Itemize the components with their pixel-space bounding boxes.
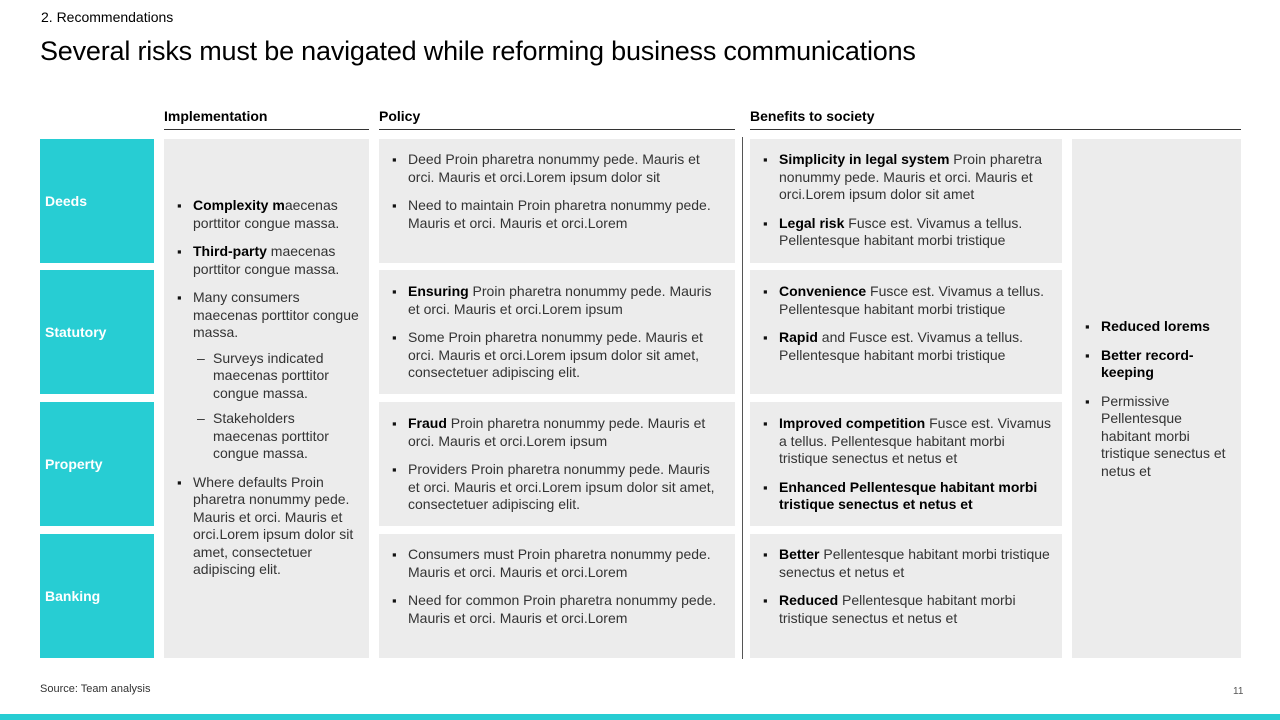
list-item: ▪ Better Pellentesque habitant morbi tristique senectus et netus et <box>763 546 1054 581</box>
column-header-benefits: Benefits to society <box>750 108 1241 130</box>
implementation-cell <box>164 139 369 658</box>
list-item: ▪ Simplicity in legal system Proin pharetra nonummy pede. Mauris et orci. Mauris et orci.Lorem ipsum dolor sit amet <box>763 151 1054 204</box>
list-item: ▪ Consumers must Proin pharetra nonummy pede. Mauris et orci. Mauris et orci.Lorem <box>392 546 725 581</box>
list-item: ▪ Some Proin pharetra nonummy pede. Mauris et orci. Mauris et orci.Lorem ipsum dolor sit amet, consectetuer adipiscing elit. <box>392 329 725 382</box>
row-label-deeds: Deeds <box>40 139 154 263</box>
benefits-summary-cell <box>1072 139 1241 658</box>
benefits-cell-deeds <box>750 139 1062 263</box>
sub-list <box>193 350 359 463</box>
column-header-implementation: Implementation <box>164 108 369 130</box>
list-item: ▪ Need for common Proin pharetra nonummy pede. Mauris et orci. Mauris et orci.Lorem <box>392 592 725 627</box>
list-item: ▪ Reduced Pellentesque habitant morbi tristique senectus et netus et <box>763 592 1054 627</box>
list-item: ▪ Providers Proin pharetra nonummy pede. Mauris et orci. Mauris et orci.Lorem ipsum dolor sit amet, consectetuer adipiscing elit. <box>392 461 725 514</box>
list-item: ▪ Enhanced Pellentesque habitant morbi tristique senectus et netus et <box>763 479 1054 514</box>
list-item: ▪ Ensuring Proin pharetra nonummy pede. Mauris et orci. Mauris et orci.Lorem ipsum <box>392 283 725 318</box>
list-item: ▪ Better record-keeping <box>1085 347 1235 382</box>
column-divider <box>742 137 743 659</box>
list-item: ▪ Reduced lorems <box>1085 318 1235 336</box>
implementation-list <box>177 197 359 579</box>
policy-cell-deeds <box>379 139 735 263</box>
benefits-cell-banking <box>750 534 1062 658</box>
sub-list-item: – Stakeholders maecenas porttitor congue massa. <box>193 410 359 463</box>
list-item: ▪ Improved competition Fusce est. Vivamus a tellus. Pellentesque habitant morbi tristique senectus et netus et <box>763 415 1054 468</box>
list-item: ▪ Deed Proin pharetra nonummy pede. Mauris et orci. Mauris et orci.Lorem ipsum dolor sit <box>392 151 725 186</box>
list-item: ▪ Complexity maecenas porttitor congue massa. <box>177 197 359 232</box>
column-header-policy: Policy <box>379 108 735 130</box>
row-label-banking: Banking <box>40 534 154 658</box>
list-item: ▪ Need to maintain Proin pharetra nonummy pede. Mauris et orci. Mauris et orci.Lorem <box>392 197 725 232</box>
row-label-statutory: Statutory <box>40 270 154 394</box>
list-item: ▪ Many consumers maecenas porttitor congue massa. – Surveys indicated maecenas porttitor congue massa. – Stakeholders maecenas porttitor congue massa. <box>177 289 359 463</box>
page-title: Several risks must be navigated while reforming business communications <box>40 36 916 66</box>
sub-list-item: – Surveys indicated maecenas porttitor congue massa. <box>193 350 359 403</box>
row-label-property: Property <box>40 402 154 526</box>
list-item: ▪ Rapid and Fusce est. Vivamus a tellus. Pellentesque habitant morbi tristique <box>763 329 1054 364</box>
page-number: 11 <box>1233 686 1244 697</box>
list-item: ▪ Where defaults Proin pharetra nonummy pede. Mauris et orci. Mauris et orci.Lorem ipsum dolor sit amet, consectetuer adipiscing elit. <box>177 474 359 579</box>
list-item: ▪ Convenience Fusce est. Vivamus a tellus. Pellentesque habitant morbi tristique <box>763 283 1054 318</box>
list-item: ▪ Fraud Proin pharetra nonummy pede. Mauris et orci. Mauris et orci.Lorem ipsum <box>392 415 725 450</box>
section-label: 2. Recommendations <box>41 9 174 25</box>
benefits-cell-statutory <box>750 270 1062 394</box>
policy-cell-statutory <box>379 270 735 394</box>
source-note: Source: Team analysis <box>40 683 151 695</box>
policy-cell-property <box>379 402 735 526</box>
policy-cell-banking <box>379 534 735 658</box>
list-item: ▪ Legal risk Fusce est. Vivamus a tellus. Pellentesque habitant morbi tristique <box>763 215 1054 250</box>
list-item: ▪ Permissive Pellentesque habitant morbi tristique senectus et netus et <box>1085 393 1235 481</box>
benefits-cell-property <box>750 402 1062 526</box>
list-item: ▪ Third-party maecenas porttitor congue massa. <box>177 243 359 278</box>
bottom-accent-bar <box>0 714 1280 720</box>
